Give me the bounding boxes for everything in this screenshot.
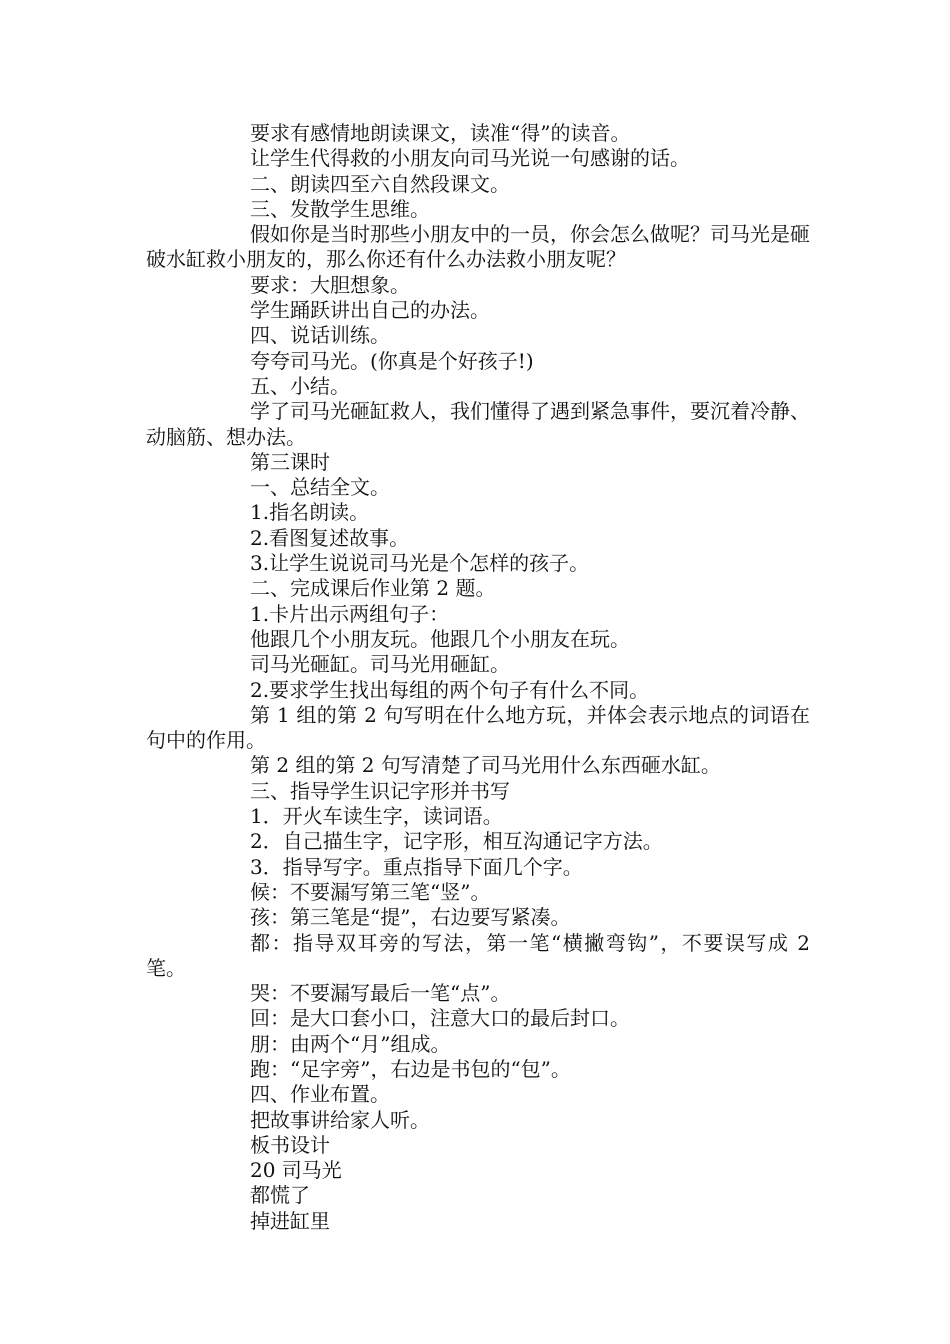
text-line: 孩：第三笔是“提”，右边要写紧凑。 bbox=[250, 905, 571, 930]
text-line: 夸夸司马光。(你真是个好孩子!) bbox=[250, 348, 534, 373]
text-line: 跑：“足字旁”，右边是书包的“包”。 bbox=[250, 1056, 571, 1081]
section-heading: 三、指导学生识记字形并书写 bbox=[250, 778, 510, 803]
board-line: 都慌了 bbox=[250, 1183, 310, 1208]
text-line: 司马光砸缸。司马光用砸缸。 bbox=[250, 652, 510, 677]
section-heading: 三、发散学生思维。 bbox=[250, 196, 430, 221]
text-line: 把故事讲给家人听。 bbox=[250, 1107, 430, 1132]
text-line: 要求：大胆想象。 bbox=[250, 272, 410, 297]
list-item: 1．开火车读生字，读词语。 bbox=[250, 804, 503, 829]
text-line: 朋：由两个“月”组成。 bbox=[250, 1031, 451, 1056]
list-item: 1.指名朗读。 bbox=[250, 500, 370, 525]
document-body bbox=[146, 121, 810, 1234]
board-line: 掉进缸里 bbox=[250, 1208, 330, 1233]
section-heading: 二、完成课后作业第 2 题。 bbox=[250, 576, 496, 601]
text-line: 学生踊跃讲出自己的办法。 bbox=[250, 298, 490, 323]
list-item: 2.看图复述故事。 bbox=[250, 525, 410, 550]
text-line: 要求有感情地朗读课文，读准“得”的读音。 bbox=[250, 121, 631, 145]
section-heading: 五、小结。 bbox=[250, 373, 350, 398]
list-item: 3．指导写字。重点指导下面几个字。 bbox=[250, 854, 583, 879]
paragraph-du: 都：指导双耳旁的写法，第一笔“横撇弯钩”，不要误写成 2 笔。 bbox=[146, 930, 810, 980]
list-item: 2．自己描生字，记字形，相互沟通记字方法。 bbox=[250, 829, 663, 854]
paragraph-imagine: 假如你是当时那些小朋友中的一员，你会怎么做呢？司马光是砸破水缸救小朋友的，那么你还有什么办法救小朋友呢？ bbox=[146, 222, 810, 272]
text-line: 候：不要漏写第三笔“竖”。 bbox=[250, 879, 491, 904]
section-heading: 四、说话训练。 bbox=[250, 323, 390, 348]
board-design-heading: 板书设计 bbox=[250, 1132, 330, 1157]
text-line: 回：是大口套小口，注意大口的最后封口。 bbox=[250, 1006, 630, 1031]
lesson-heading: 第三课时 bbox=[250, 449, 330, 474]
board-line: 20 司马光 bbox=[250, 1158, 342, 1183]
section-heading: 四、作业布置。 bbox=[250, 1082, 390, 1107]
paragraph-group1: 第 1 组的第 2 句写明在什么地方玩，并体会表示地点的词语在句中的作用。 bbox=[146, 702, 810, 753]
list-item: 3.让学生说说司马光是个怎样的孩子。 bbox=[250, 551, 590, 576]
section-heading: 二、朗读四至六自然段课文。 bbox=[250, 171, 510, 196]
list-item: 2.要求学生找出每组的两个句子有什么不同。 bbox=[250, 677, 650, 702]
text-line: 让学生代得救的小朋友向司马光说一句感谢的话。 bbox=[250, 146, 690, 171]
paragraph-summary: 学了司马光砸缸救人，我们懂得了遇到紧急事件，要沉着冷静、动脑筋、想办法。 bbox=[146, 399, 810, 449]
text-line: 第 2 组的第 2 句写清楚了司马光用什么东西砸水缸。 bbox=[250, 753, 721, 778]
text-line: 哭：不要漏写最后一笔“点”。 bbox=[250, 981, 511, 1006]
list-item: 1.卡片出示两组句子： bbox=[250, 601, 450, 626]
text-line: 他跟几个小朋友玩。他跟几个小朋友在玩。 bbox=[250, 626, 630, 651]
section-heading: 一、总结全文。 bbox=[250, 475, 390, 500]
